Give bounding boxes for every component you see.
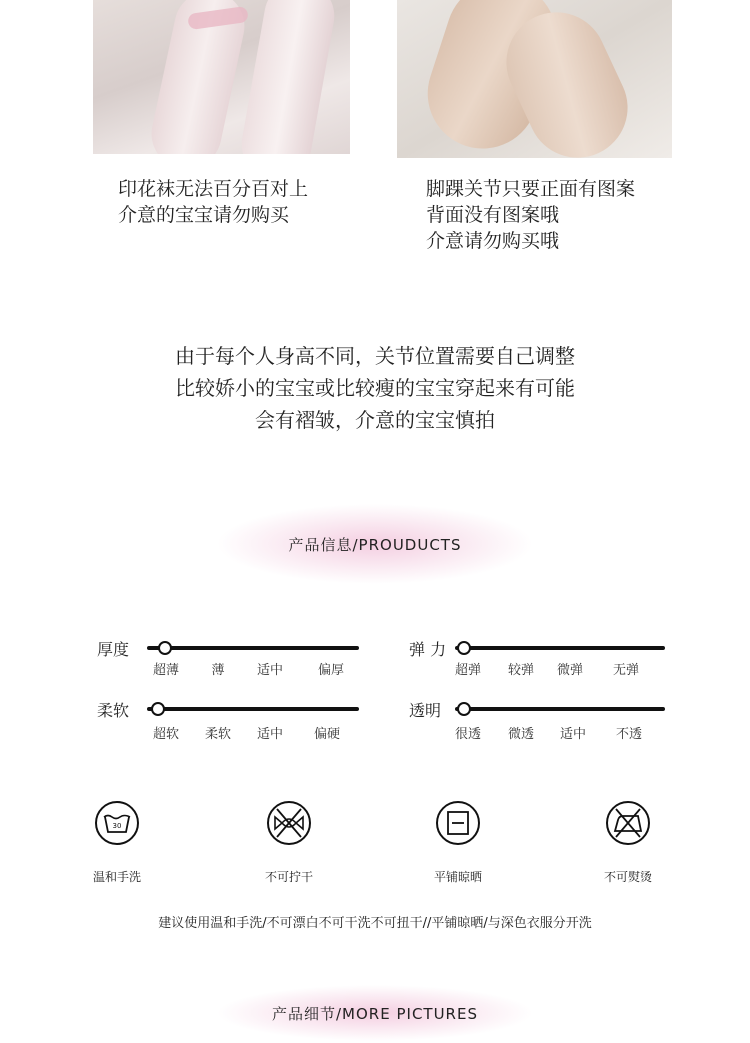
caption-left-line: 介意的宝宝请勿购买 (118, 204, 290, 226)
property-softness (97, 698, 367, 740)
product-photo-ankle (397, 0, 672, 158)
notice-line: 会有褶皱，介意的宝宝慎拍 (255, 408, 495, 432)
scale-option: 较弹 (507, 663, 535, 678)
scale-option: 超软 (152, 727, 180, 742)
scale-option: 无弹 (612, 663, 640, 678)
care-item-hand-wash (67, 800, 167, 885)
scale-option: 适中 (256, 727, 284, 742)
scale-knob[interactable] (151, 702, 165, 716)
property-label: 弹 力 (409, 640, 447, 659)
caption-left-line: 印花袜无法百分百对上 (118, 178, 309, 200)
hand-wash-30-icon (94, 800, 140, 846)
scale-option: 超薄 (152, 663, 180, 678)
property-transparency (409, 698, 669, 740)
scale-option: 不透 (615, 727, 643, 742)
section-header-details (200, 978, 550, 1043)
care-instructions: 建议使用温和手洗/不可漂白不可干洗不可扭干//平铺晾晒/与深色衣服分开洗 (158, 916, 592, 931)
notice-line: 由于每个人身高不同，关节位置需要自己调整 (175, 344, 575, 368)
property-label: 柔软 (97, 701, 130, 720)
scale-track (455, 646, 665, 650)
caption-right-line: 介意请勿购买哦 (426, 230, 560, 252)
section-header-product-info (200, 494, 550, 594)
scale-option: 柔软 (204, 727, 232, 742)
scale-track (147, 646, 359, 650)
scale-option: 薄 (211, 663, 225, 678)
section-title: 产品信息/PROUDUCTS (288, 535, 462, 554)
property-elasticity (409, 637, 669, 677)
product-photo-printed-stockings (93, 0, 350, 154)
care-label: 平铺晾晒 (433, 870, 482, 884)
notice-line: 比较娇小的宝宝或比较瘦的宝宝穿起来有可能 (175, 376, 575, 400)
care-item-no-iron (578, 800, 678, 885)
scale-option: 偏硬 (313, 727, 341, 742)
caption-right-line: 脚踝关节只要正面有图案 (426, 178, 636, 200)
property-label: 厚度 (97, 640, 130, 659)
scale-knob[interactable] (457, 641, 471, 655)
scale-track (147, 707, 359, 711)
scale-option: 适中 (256, 663, 284, 678)
scale-track (455, 707, 665, 711)
scale-option: 适中 (559, 727, 587, 742)
scale-option: 超弹 (454, 663, 482, 678)
section-title: 产品细节/MORE PICTURES (272, 1004, 478, 1023)
scale-option: 微透 (507, 727, 535, 742)
caption-left (118, 176, 378, 228)
care-label: 不可熨烫 (603, 870, 652, 884)
caption-right (426, 176, 716, 254)
scale-option: 偏厚 (317, 663, 345, 678)
no-iron-icon (605, 800, 651, 846)
scale-knob[interactable] (457, 702, 471, 716)
caption-right-line: 背面没有图案哦 (426, 204, 560, 226)
property-label: 透明 (409, 701, 442, 720)
wash-temperature: 30 (112, 822, 122, 830)
care-item-no-wring (239, 800, 339, 885)
scale-option: 微弹 (556, 663, 584, 678)
sizing-notice (0, 340, 750, 436)
property-thickness (97, 637, 367, 677)
no-wring-icon (266, 800, 312, 846)
scale-knob[interactable] (158, 641, 172, 655)
dry-flat-icon (435, 800, 481, 846)
scale-option: 很透 (454, 727, 482, 742)
care-item-dry-flat (408, 800, 508, 885)
care-label: 不可拧干 (264, 870, 313, 884)
care-label: 温和手洗 (92, 870, 141, 884)
